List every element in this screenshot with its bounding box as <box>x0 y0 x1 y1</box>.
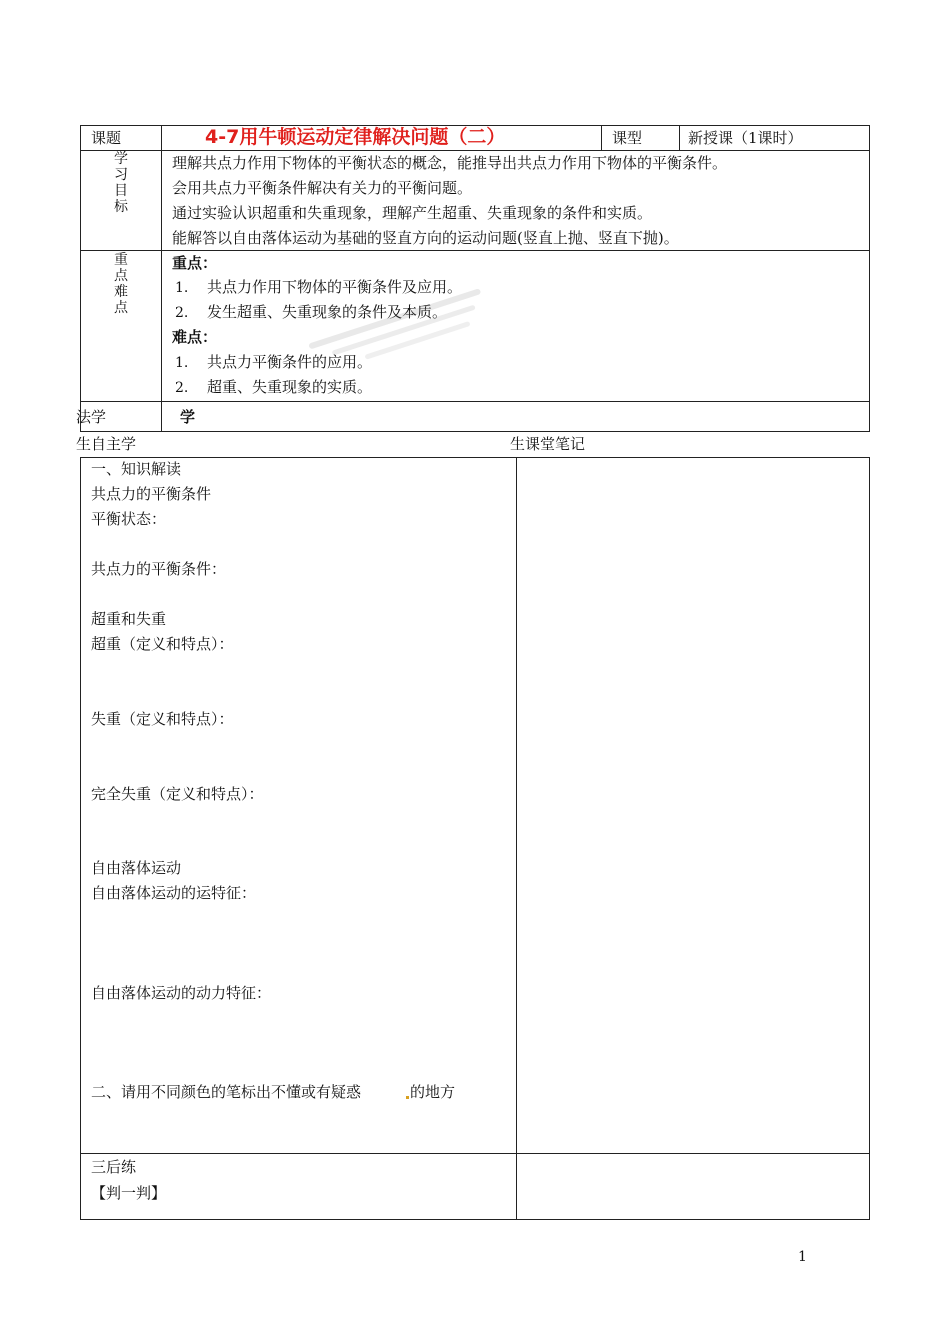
focus-item: 共点力作用下物体的平衡条件及应用。 <box>207 278 463 296</box>
study-line: 二、请用不同颜色的笔标出不懂或有疑惑 <box>91 1083 362 1101</box>
keypoints-label-char: 点 <box>114 268 128 284</box>
highlight-mark <box>406 1096 409 1099</box>
method-value: 学 <box>180 408 196 426</box>
study-line: 超重和失重 <box>91 610 167 628</box>
objective-item: 会用共点力平衡条件解决有关力的平衡问题。 <box>172 179 473 197</box>
objective-item: 通过实验认识超重和失重现象，理解产生超重、失重现象的条件和实质。 <box>172 204 653 222</box>
study-line: 一、知识解读 <box>91 460 182 478</box>
study-line: 失重（定义和特点）： <box>91 710 234 728</box>
study-line: 自由落体运动的动力特征： <box>91 984 272 1002</box>
study-line: 超重（定义和特点）： <box>91 635 234 653</box>
study-line: 的地方 <box>410 1083 456 1101</box>
objectives-label-char: 学 <box>114 151 128 167</box>
lesson-type-label: 课型 <box>612 129 643 147</box>
table-divider-method <box>80 431 870 432</box>
after-class-title: 三后练 <box>91 1158 137 1176</box>
difficulty-item: 超重、失重现象的实质。 <box>207 378 373 396</box>
difficulty-item-number: 2. <box>175 380 189 396</box>
table-border-left-bottom <box>80 457 81 1220</box>
table-divider-header <box>80 150 870 151</box>
objectives-label-char: 目 <box>114 183 128 199</box>
focus-item: 发生超重、失重现象的条件及本质。 <box>207 303 448 321</box>
keypoints-label-char: 点 <box>114 300 128 316</box>
study-line: 平衡状态： <box>91 510 167 528</box>
table-divider-bottom <box>80 1153 870 1154</box>
type-column-divider-left <box>601 125 602 150</box>
notes-column-divider <box>516 457 517 1220</box>
study-line: 自由落体运动 <box>91 859 182 877</box>
label-column-divider <box>161 125 162 431</box>
table-divider-keypoints <box>80 401 870 402</box>
study-line: 完全失重（定义和特点）： <box>91 785 264 803</box>
difficulty-item: 共点力平衡条件的应用。 <box>207 353 373 371</box>
objectives-label-char: 标 <box>114 199 128 215</box>
class-notes-header: 生课堂笔记 <box>510 435 586 453</box>
study-line: 共点力的平衡条件： <box>91 560 227 578</box>
focus-item-number: 1. <box>175 280 189 296</box>
table-border-left-top <box>80 125 81 431</box>
difficulty-item-number: 1. <box>175 355 189 371</box>
page-title: 4-7用牛顿运动定律解决问题（二） <box>205 126 506 148</box>
focus-item-number: 2. <box>175 305 189 321</box>
lesson-type-value: 新授课（1课时） <box>688 129 803 147</box>
method-label: 法学 <box>76 408 107 426</box>
type-column-divider-right <box>679 125 680 150</box>
objective-item: 能解答以自由落体运动为基础的竖直方向的运动问题(竖直上抛、竖直下抛)。 <box>172 229 679 247</box>
focus-title: 重点： <box>172 254 218 272</box>
judge-section-title: 【判一判】 <box>91 1184 167 1202</box>
study-line: 共点力的平衡条件 <box>91 485 212 503</box>
difficulty-title: 难点： <box>172 328 218 346</box>
table-border-right-top <box>869 125 870 431</box>
study-line: 自由落体运动的运特征： <box>91 884 257 902</box>
topic-label: 课题 <box>91 129 122 147</box>
keypoints-label-char: 重 <box>114 252 128 268</box>
self-study-header: 生自主学 <box>76 435 137 453</box>
objective-item: 理解共点力作用下物体的平衡状态的概念，能推导出共点力作用下物体的平衡条件。 <box>172 154 728 172</box>
table-divider-sections <box>80 457 870 458</box>
table-border-bottom <box>80 1219 870 1220</box>
keypoints-label-char: 难 <box>114 284 128 300</box>
table-divider-objectives <box>80 250 870 251</box>
page-number: 1 <box>798 1249 807 1265</box>
objectives-label-char: 习 <box>114 167 128 183</box>
table-border-right-bottom <box>869 457 870 1220</box>
